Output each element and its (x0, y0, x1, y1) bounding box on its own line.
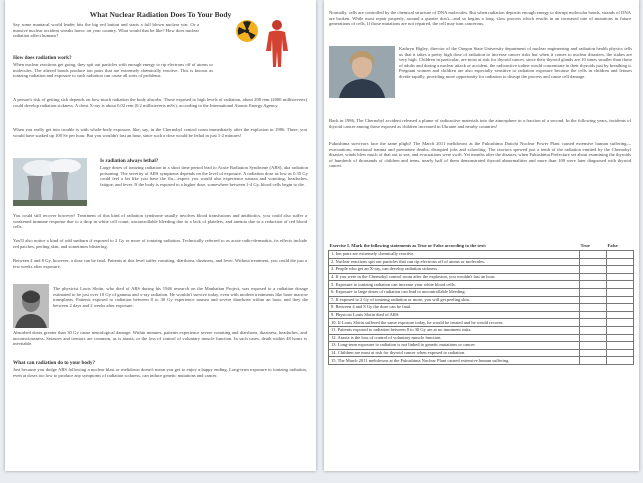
statement-text: 9. Physicist Louis Slotin died of ARS. (329, 311, 580, 319)
table-row (329, 251, 634, 259)
true-answer-cell[interactable] (580, 357, 607, 365)
paragraph-dna: Normally, cells are controlled by the chemical structure of DNA molecules. But when radiation deposits enough energy to disrupt molecular bonds, strands of DNA are broken. While most repair properly, around a quarter don't—and so begins a long, slow process which results in an increased rate of mutations in future generations of cells. If those mutations are not repaired, the cell may turn cancerous. (329, 10, 631, 27)
table-row (329, 334, 634, 342)
statement-text: 8. Between 4 and 8 Gy the dose can be fatal. (329, 304, 580, 312)
exercise-title: Exercise I. Mark the following statements as True or False according to the text: (329, 242, 487, 248)
false-answer-cell[interactable] (607, 273, 634, 281)
paragraph-recovery: You could still recover however! Treatment of this kind of radiation syndrome usually involves blood transfusions and antibiotics, you could also suffer a weakened immune response due to a drop in white cell count, uncontrollable bleeding due to a lack of platelets, and anemia due to a reduction of red blood cells. (13, 213, 307, 230)
paragraph-radiation-works: When nuclear reactions get going, they spit out particles with enough energy to rip electrons off of atoms or molecules. The altered bonds produce ion pairs that are extremely chemically reactive. This is known as ionizing radiation and exposure to such radiation can cause all sorts of problems. (13, 62, 213, 79)
false-answer-cell[interactable] (607, 304, 634, 312)
table-row (329, 296, 634, 304)
louis-slotin-portrait (13, 284, 49, 328)
true-answer-cell[interactable] (580, 266, 607, 274)
human-silhouette (266, 20, 288, 67)
column-false-header: False (607, 242, 618, 248)
table-row (329, 349, 634, 357)
true-answer-cell[interactable] (580, 326, 607, 334)
page-title: What Nuclear Radiation Does To Your Body (89, 10, 232, 19)
statement-text: 10. If Louis Slotin suffered the same exposure today, he would be treated and he would recover. (329, 319, 580, 327)
paragraph-risk: A person's risk of getting sick depends on how much radiation the body absorbs. Those exposed to high levels of radiation, about 200 rem (2000 millisieverts) could develop radiation sickness. A chest X-ray is about 0.02 rem (0.2 millisieverts mSv), according to the International Atomic Energy Agency. (13, 97, 307, 108)
paragraph-sunburn: You'll also notice a kind of odd sunburn if exposed to 2 Gy or more of ionizing radiation. Technically referred to as acute radio-dermatitis, its effects include red patches, peeling skin, and sometimes blistering. (13, 238, 307, 249)
true-answer-cell[interactable] (580, 273, 607, 281)
statement-text: 13. Long-term exposure to radiation is not linked to genetic mutations or cancer. (329, 342, 580, 350)
false-answer-cell[interactable] (607, 334, 634, 342)
statement-text: 2. Nuclear reactions spit out particles that can rip electrons off of atoms or molecules. (329, 258, 580, 266)
false-answer-cell[interactable] (607, 342, 634, 350)
statement-text: 6. Exposure to large doses of radiation can lead to uncontrollable bleeding. (329, 288, 580, 296)
true-answer-cell[interactable] (580, 304, 607, 312)
paragraph-chernobyl: When you really get into trouble is with whole-body exposure, like, say, in the Chernobyl control room immediately after the explosion in 1986. There, you would have soaked up 100 Sv per hour. But you wouldn't last an hour, since such a dose would be lethal in just 1-2 minutes! (13, 127, 307, 138)
true-answer-cell[interactable] (580, 296, 607, 304)
true-answer-cell[interactable] (580, 258, 607, 266)
false-answer-cell[interactable] (607, 349, 634, 357)
table-row (329, 281, 634, 289)
table-row (329, 357, 634, 365)
statement-text: 1. Ion pairs are extremely chemically reactive. (329, 251, 580, 259)
table-row (329, 304, 634, 312)
table-row (329, 311, 634, 319)
paragraph-fukushima: Fukushima survivors face the same plight! The March 2011 meltdowns at the Fukushima Daiichi Nuclear Power Plant caused extensive human suffering—evacuations, emotional trauma and premature deaths, disrupted jobs and schooling. The reactors spewed just a tenth of the radiation emitted by the Chernobyl disaster, winds blew much of that out to sea, and evacuations were swift. Yet months after the disaster, when Fukushima Prefecture set about examining the thyroids of hundreds of thousands of children and teens, nearly half of them demonstrated thyroid abnormalities and more than 100 were later diagnosed with thyroid cancer. (329, 141, 631, 169)
statement-text: 3. People who get an X-ray, can develop radiation sickness. (329, 266, 580, 274)
false-answer-cell[interactable] (607, 319, 634, 327)
false-answer-cell[interactable] (607, 281, 634, 289)
radiation-body-illustration (233, 17, 307, 69)
paragraph-long-term: Just because you dodge ARS following a nuclear blast or meltdown doesn't mean you get to enjoy a happy ending. Long-term exposure to ionizing radiation, even at doses too low to produce any symptoms of radiation sickness, can induce genetic mutations and cancer. (13, 367, 307, 378)
true-answer-cell[interactable] (580, 319, 607, 327)
true-answer-cell[interactable] (580, 334, 607, 342)
table-row (329, 319, 634, 327)
kathryn-higley-photo (329, 46, 395, 98)
worksheet-page-2 (324, 0, 639, 471)
false-answer-cell[interactable] (607, 296, 634, 304)
paragraph-higley: Kathryn Higley, director of the Oregon State University department of nuclear engineering and radiation health physics tells us that it takes a pretty high dose of radiation to increase cancer risks but when it comes to nuclear disasters, the stakes are very high. Children in particular, are most at risk for thyroid cancer, since their thyroid glands are 10 times smaller than those of adults and during a nuclear attack or accident, the radioactive iodine would concentrate in their thyroids just by breathing it. Pregnant women and children are also especially sensitive to radiation exposure because the cells in children and fetuses divide rapidly, providing more opportunity for radiation to disrupt the process and cause cell damage. (399, 46, 632, 79)
paragraph-slotin: The physicist Louis Slotin, who died of ARS during his 1946 research on the Manhattan Project, was exposed to a radiation dosage estimated to be just over 10 Gy of gamma and x-ray radiation. He wouldn't survive today, even with modern treatments like bone marrow transplants. Patients exposed to radiation between 8 to 30 Gy experience nausea and severe diarrhoea within an hour, and they die between 2 days and 2 weeks after exposure. (53, 286, 308, 308)
false-answer-cell[interactable] (607, 357, 634, 365)
column-true-header: True (580, 242, 590, 248)
false-answer-cell[interactable] (607, 288, 634, 296)
worksheet-page-1 (5, 0, 316, 471)
true-answer-cell[interactable] (580, 288, 607, 296)
intro-paragraph: Say some maniacal world leader hits the big red button and starts a full blown nuclear war. Or a massive nuclear accident wreaks havoc on your country. What would that be like? How does nuclear radiation affect humans? (13, 22, 199, 39)
cooling-towers-photo (13, 158, 87, 206)
heading-how-radiation-works: How does radiation work? (13, 55, 72, 61)
exercise-true-false-table (328, 242, 634, 365)
false-answer-cell[interactable] (607, 326, 634, 334)
false-answer-cell[interactable] (607, 258, 634, 266)
false-answer-cell[interactable] (607, 266, 634, 274)
table-row (329, 258, 634, 266)
radiation-hazard-icon (236, 20, 258, 42)
statement-text: 15. The March 2011 meltdowns at the Fukushima Nuclear Plant caused extensive human suffering. (329, 357, 580, 365)
true-answer-cell[interactable] (580, 251, 607, 259)
true-answer-cell[interactable] (580, 311, 607, 319)
table-row (329, 342, 634, 350)
true-answer-cell[interactable] (580, 281, 607, 289)
statement-text: 5. Exposure to ionizing radiation can increase your white blood cells. (329, 281, 580, 289)
true-answer-cell[interactable] (580, 349, 607, 357)
heading-is-radiation-lethal: Is radiation always lethal? (100, 158, 159, 164)
statement-text: 12. Ataxia is the loss of control of voluntary muscle function. (329, 334, 580, 342)
false-answer-cell[interactable] (607, 251, 634, 259)
statement-text: 4. If you were in the Chernobyl control room after the explosion, you wouldn't last an hour. (329, 273, 580, 281)
paragraph-chernobyl-1986: Back in 1986, The Chernobyl accident released a plume of radioactive materials into the atmosphere in a fraction of a second. In the following years, incidents of thyroid cancer among those exposed as children increased in Ukraine and nearby countries! (329, 118, 631, 129)
exercise-header-row (329, 242, 634, 251)
table-row (329, 273, 634, 281)
heading-what-can-radiation-do: What can radiation do to your body? (13, 360, 96, 366)
statement-text: 14. Children are most at risk for thyroid cancer when exposed to radiation. (329, 349, 580, 357)
table-row (329, 266, 634, 274)
true-answer-cell[interactable] (580, 342, 607, 350)
table-row (329, 288, 634, 296)
paragraph-fatal-dose: Between 4 and 8 Gy, however, a dose can be fatal. Patients at this level suffer vomiting, diarrhoea, dizziness, and fever. Without treatment, you could die just a few weeks after exposure. (13, 258, 307, 269)
paragraph-neurological: Absorbed doses greater than 30 Gy cause neurological damage. Within minutes, patients experience severe vomiting and diarrhoea, dizziness, headaches, and unconsciousness. Seizures and tremors are common, as is ataxia, or the loss of control of voluntary muscle function. In such cases, death within 48 hours is inevitable. (13, 330, 307, 347)
table-row (329, 326, 634, 334)
statement-text: 7. If exposed to 2 Gy of ionizing radiation or more, you will get peeling skin. (329, 296, 580, 304)
paragraph-ars: Large doses of ionizing radiation in a short time period lead to Acute Radiation Syndrome (ARS), aka radiation poisoning. The severity of ARS symptoms depends on the level of exposure. A radiation dose as low as 0.35 Gy could feel a bit like you have the flu—expect you would also experience nausea and vomiting, headaches, fatigue, and fever. If the body is exposed to a higher dose, somewhere between 1-4 Gy, blood cells begin to die. (100, 165, 308, 187)
false-answer-cell[interactable] (607, 311, 634, 319)
statement-text: 11. Patients exposed to radiation between 8 to 30 Gy are at no imminent risks. (329, 326, 580, 334)
